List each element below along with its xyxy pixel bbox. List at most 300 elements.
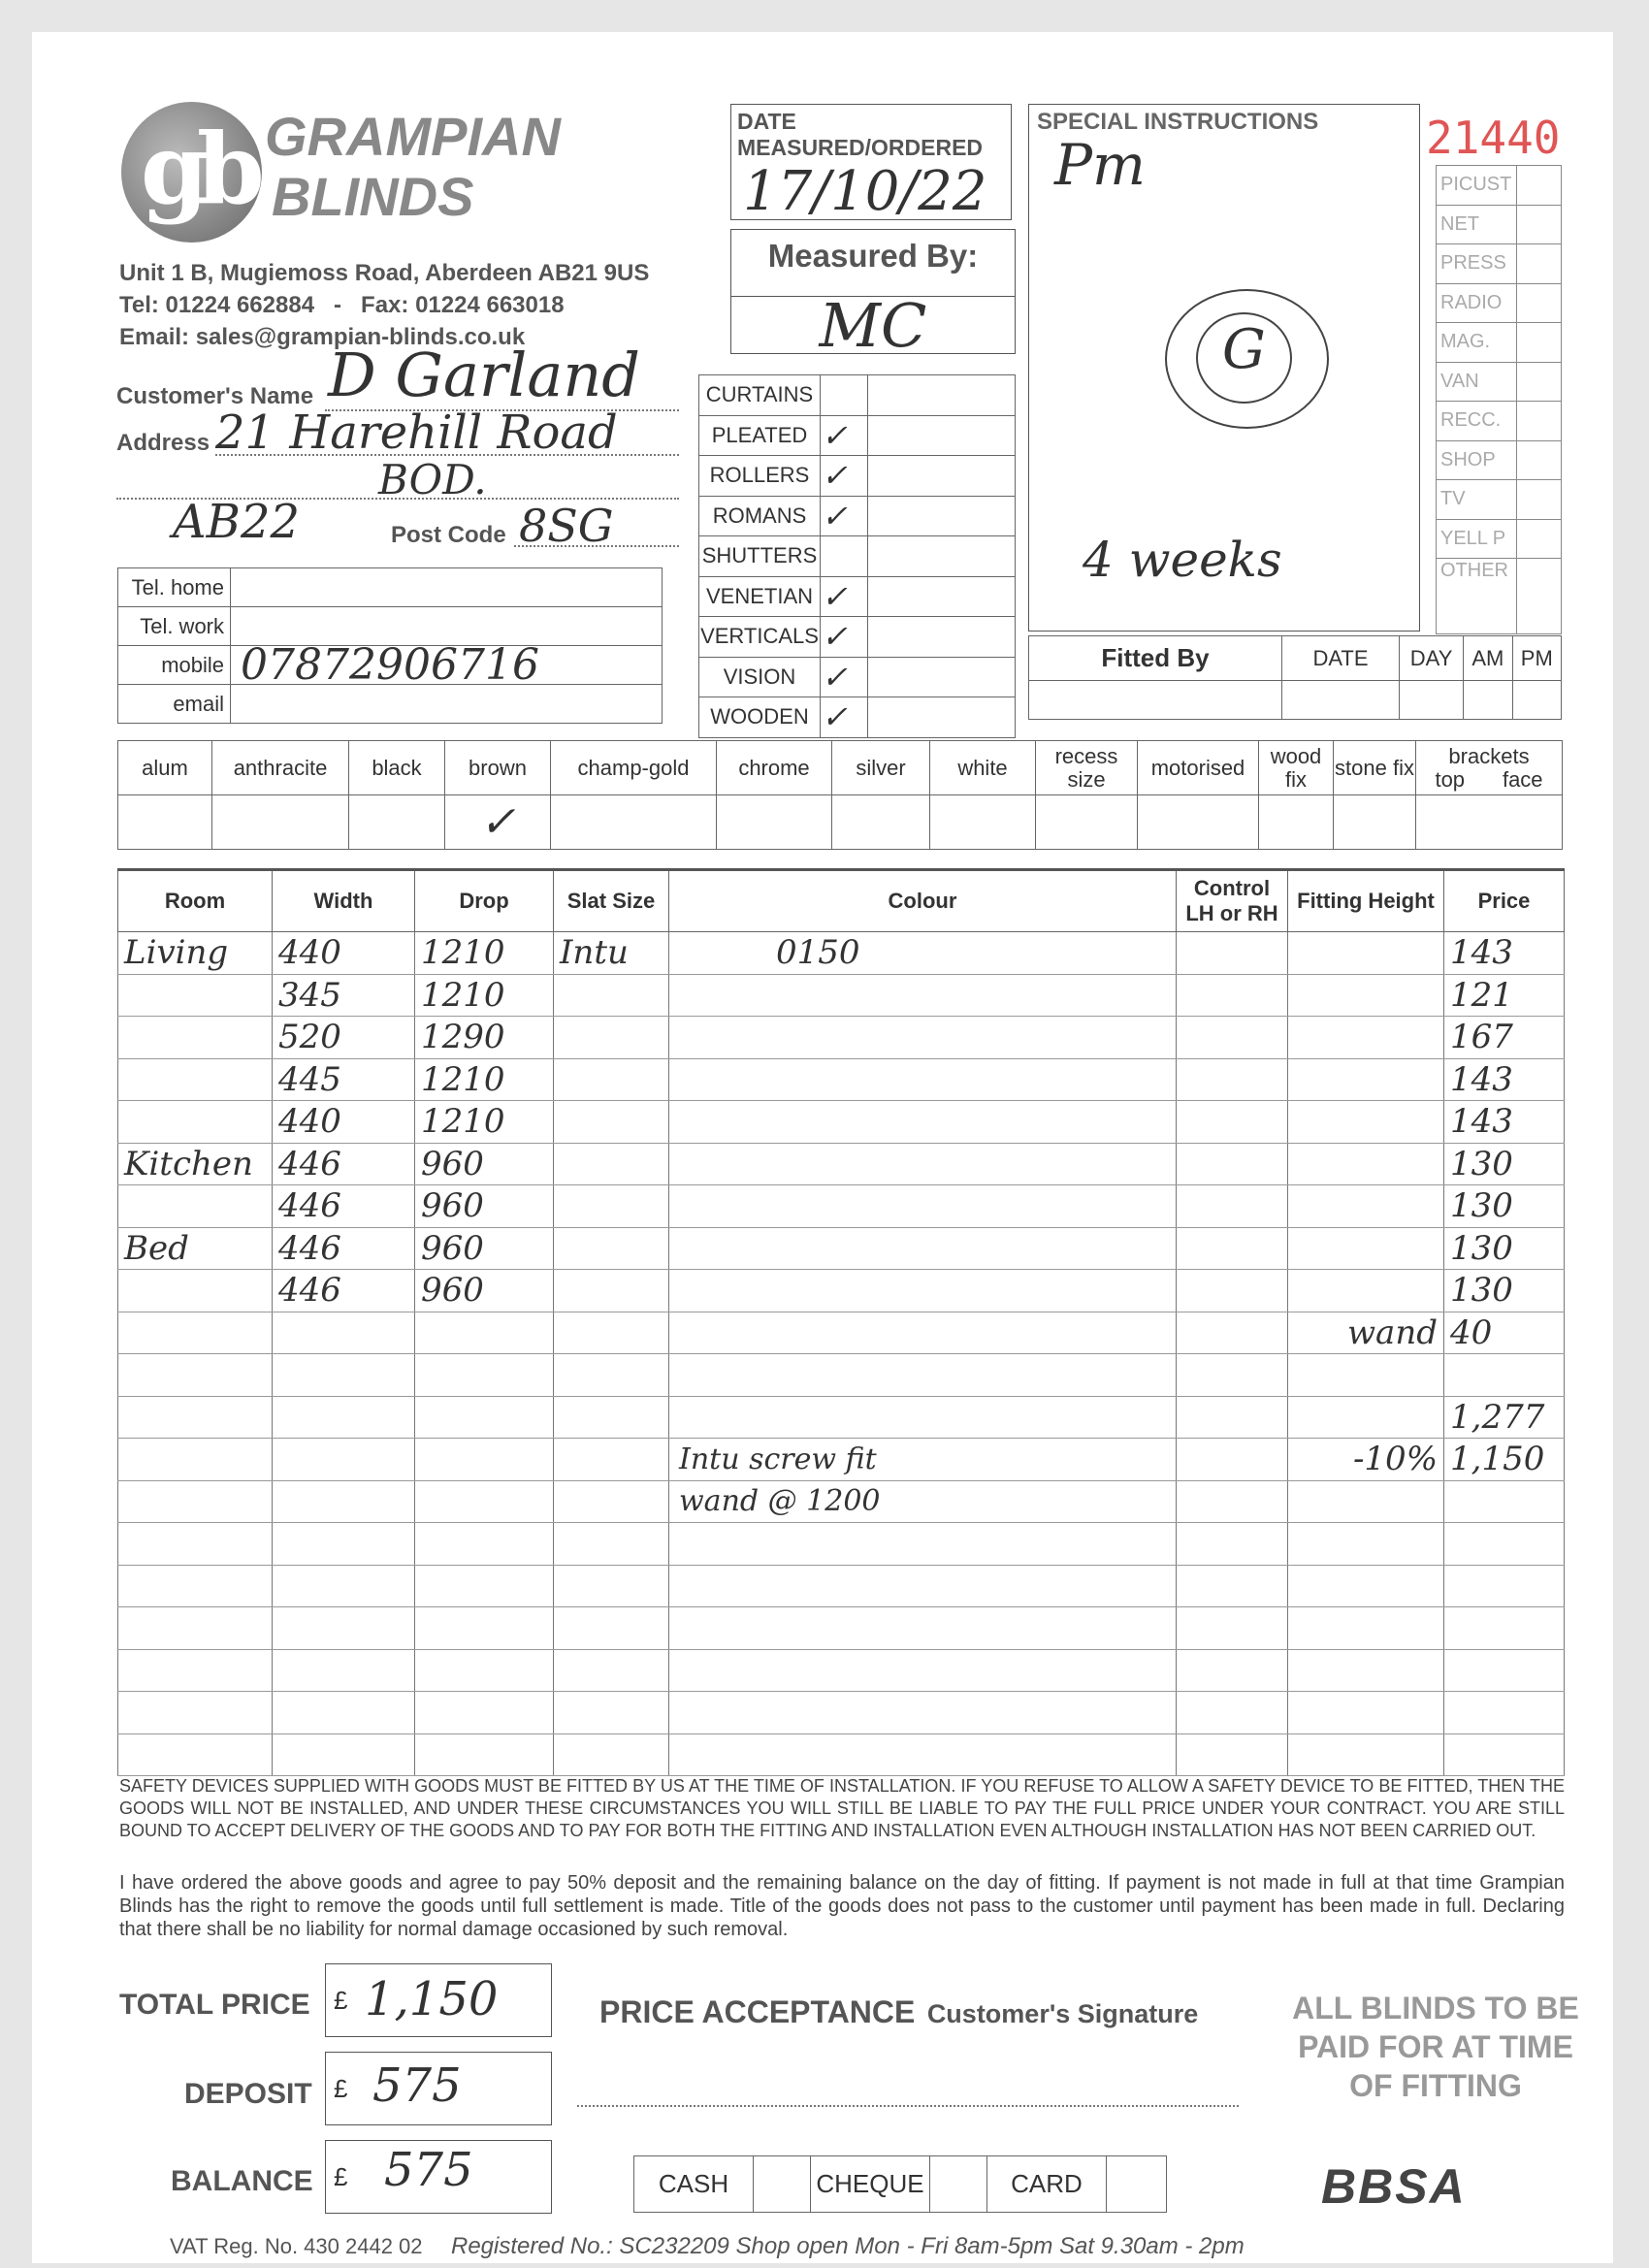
bracket-top[interactable]: top xyxy=(1435,766,1466,792)
cell-price[interactable]: 130 xyxy=(1444,1270,1565,1312)
product-type-table xyxy=(698,374,1016,738)
cell-price[interactable]: 167 xyxy=(1444,1017,1565,1059)
payment-cash[interactable]: CASH xyxy=(634,2156,754,2213)
cell-width[interactable]: 446 xyxy=(273,1143,415,1185)
order-row xyxy=(118,1692,1565,1734)
source-box xyxy=(1517,362,1562,402)
cell-colour[interactable] xyxy=(669,1607,1177,1650)
cell-width[interactable] xyxy=(273,1649,415,1692)
cell-price[interactable] xyxy=(1444,1565,1565,1607)
cell-fitting-height[interactable] xyxy=(1288,974,1444,1017)
company-email: Email: sales@grampian-blinds.co.uk xyxy=(119,324,526,350)
cell-fitting-height[interactable] xyxy=(1288,1058,1444,1101)
cell-width[interactable]: 440 xyxy=(273,932,415,975)
source-item[interactable]: RADIO xyxy=(1437,283,1517,323)
payment-notice: ALL BLINDS TO BE PAID FOR AT TIME OF FITTING xyxy=(1292,1991,1579,2103)
cell-price[interactable]: 130 xyxy=(1444,1227,1565,1270)
cell-room[interactable] xyxy=(118,1354,273,1397)
cell-control[interactable] xyxy=(1177,1649,1288,1692)
cell-drop[interactable]: 960 xyxy=(415,1270,554,1312)
balance-label: BALANCE xyxy=(171,2165,313,2197)
cell-room[interactable] xyxy=(118,1312,273,1354)
cell-room[interactable] xyxy=(118,1439,273,1481)
fitted-by-table xyxy=(1028,635,1562,720)
cell-fitting-height[interactable] xyxy=(1288,1480,1444,1523)
source-item[interactable]: SHOP xyxy=(1437,440,1517,480)
cell-price[interactable]: 143 xyxy=(1444,1058,1565,1101)
cell-control[interactable] xyxy=(1177,1480,1288,1523)
cell-control[interactable] xyxy=(1177,1101,1288,1144)
order-row xyxy=(118,1101,1565,1144)
cell-room[interactable] xyxy=(118,1692,273,1734)
col-room: Room xyxy=(118,870,273,932)
cell-room[interactable] xyxy=(118,1649,273,1692)
cell-room[interactable] xyxy=(118,1101,273,1144)
cell-fitting-height[interactable] xyxy=(1288,1607,1444,1650)
cell-room[interactable] xyxy=(118,1480,273,1523)
cell-drop[interactable] xyxy=(415,1523,554,1566)
order-row xyxy=(118,1480,1565,1523)
cell-slat-size[interactable] xyxy=(554,1143,669,1185)
cell-room[interactable] xyxy=(118,1607,273,1650)
order-row xyxy=(118,1733,1565,1776)
cell-width[interactable] xyxy=(273,1354,415,1397)
cell-slat-size[interactable] xyxy=(554,1565,669,1607)
cell-colour[interactable]: 0150 xyxy=(669,932,1177,975)
finish-option[interactable]: stone fix xyxy=(1334,741,1416,795)
cell-drop[interactable] xyxy=(415,1649,554,1692)
product-type-label: ROLLERS xyxy=(699,456,821,497)
source-item[interactable]: PICUST xyxy=(1437,166,1517,206)
product-type-label: CURTAINS xyxy=(699,375,821,416)
source-item[interactable]: OTHER xyxy=(1437,559,1517,634)
cell-fitting-height[interactable] xyxy=(1288,1101,1444,1144)
cell-control[interactable] xyxy=(1177,1185,1288,1228)
cell-width[interactable]: 446 xyxy=(273,1270,415,1312)
customer-name-value: D Garland xyxy=(328,340,640,410)
product-type-check[interactable]: ✓ xyxy=(821,415,868,456)
payment-cash-box[interactable] xyxy=(754,2156,811,2213)
cell-drop[interactable] xyxy=(415,1733,554,1776)
cell-colour[interactable] xyxy=(669,1649,1177,1692)
finish-option[interactable]: chrome xyxy=(717,741,832,795)
deposit-box[interactable] xyxy=(325,2052,552,2125)
cell-slat-size[interactable] xyxy=(554,1227,669,1270)
cell-room[interactable] xyxy=(118,1270,273,1312)
deposit-value: 575 xyxy=(372,2058,462,2113)
finish-option[interactable]: brown xyxy=(445,741,551,795)
cell-fitting-height[interactable] xyxy=(1288,1227,1444,1270)
source-item[interactable]: MAG. xyxy=(1437,323,1517,363)
cell-room[interactable] xyxy=(118,974,273,1017)
cell-control[interactable] xyxy=(1177,1017,1288,1059)
cell-width[interactable] xyxy=(273,1733,415,1776)
circled-letter xyxy=(1165,289,1329,429)
cell-width[interactable] xyxy=(273,1439,415,1481)
cell-control[interactable] xyxy=(1177,1396,1288,1439)
cell-fitting-height[interactable] xyxy=(1288,1185,1444,1228)
fitted-pm-value[interactable] xyxy=(1512,681,1561,720)
cell-fitting-height[interactable] xyxy=(1288,1649,1444,1692)
product-type-spare xyxy=(868,536,1016,577)
source-item[interactable]: PRESS xyxy=(1437,244,1517,284)
cell-price[interactable]: 1,150 xyxy=(1444,1439,1565,1481)
source-item[interactable]: NET xyxy=(1437,205,1517,244)
cell-drop[interactable] xyxy=(415,1396,554,1439)
cell-colour[interactable] xyxy=(669,1227,1177,1270)
cell-colour[interactable] xyxy=(669,1354,1177,1397)
product-type-check[interactable]: ✓ xyxy=(821,657,868,697)
finish-options-table xyxy=(117,740,1563,850)
cell-colour[interactable] xyxy=(669,1143,1177,1185)
cell-fitting-height[interactable] xyxy=(1288,1354,1444,1397)
cell-drop[interactable]: 1210 xyxy=(415,1101,554,1144)
company-name-line1: GRAMPIAN xyxy=(265,106,561,167)
cell-width[interactable]: 446 xyxy=(273,1185,415,1228)
cell-drop[interactable]: 1290 xyxy=(415,1017,554,1059)
cell-room[interactable] xyxy=(118,1185,273,1228)
cell-slat-size[interactable] xyxy=(554,1017,669,1059)
brown-check[interactable]: ✓ xyxy=(445,795,551,850)
product-type-label: SHUTTERS xyxy=(699,536,821,577)
product-type-spare xyxy=(868,576,1016,617)
finish-value[interactable] xyxy=(118,795,212,850)
cell-slat-size[interactable] xyxy=(554,1733,669,1776)
cell-drop[interactable]: 960 xyxy=(415,1143,554,1185)
source-box xyxy=(1517,166,1562,206)
cell-room[interactable] xyxy=(118,1523,273,1566)
cell-room[interactable]: Kitchen xyxy=(118,1143,273,1185)
order-row xyxy=(118,1396,1565,1439)
cell-colour[interactable] xyxy=(669,974,1177,1017)
cell-slat-size[interactable] xyxy=(554,1692,669,1734)
customer-address-value1: 21 Harehill Road xyxy=(215,405,618,460)
brackets-label: brackets xyxy=(1448,743,1530,768)
cell-price[interactable]: 130 xyxy=(1444,1143,1565,1185)
cell-room[interactable] xyxy=(118,1733,273,1776)
cell-colour[interactable] xyxy=(669,1185,1177,1228)
cell-control[interactable] xyxy=(1177,1227,1288,1270)
finish-option[interactable]: alum xyxy=(118,741,212,795)
cell-price[interactable]: 130 xyxy=(1444,1185,1565,1228)
measured-by-value: MC xyxy=(819,290,927,361)
cell-price[interactable]: 121 xyxy=(1444,974,1565,1017)
cell-price[interactable]: 1,277 xyxy=(1444,1396,1565,1439)
cell-control[interactable] xyxy=(1177,1733,1288,1776)
finish-value[interactable] xyxy=(551,795,717,850)
cell-colour[interactable] xyxy=(669,1017,1177,1059)
payment-card[interactable]: CARD xyxy=(987,2156,1107,2213)
cell-colour[interactable]: Intu screw fit xyxy=(669,1439,1177,1481)
cell-control[interactable] xyxy=(1177,1270,1288,1312)
cell-control[interactable] xyxy=(1177,1692,1288,1734)
source-box xyxy=(1517,205,1562,244)
fitted-date-label: DATE xyxy=(1282,636,1400,681)
special-instructions-box xyxy=(1028,104,1420,632)
payment-card-box[interactable] xyxy=(1107,2156,1167,2213)
order-row xyxy=(118,1607,1565,1650)
finish-value[interactable] xyxy=(930,795,1036,850)
cell-fitting-height[interactable] xyxy=(1288,1017,1444,1059)
cell-width[interactable]: 345 xyxy=(273,974,415,1017)
product-type-check[interactable]: ✓ xyxy=(821,456,868,497)
product-type-check[interactable] xyxy=(821,536,868,577)
cell-control[interactable] xyxy=(1177,1523,1288,1566)
date-label: DATE MEASURED/ORDERED xyxy=(737,109,984,160)
col-width: Width xyxy=(273,870,415,932)
product-type-spare xyxy=(868,375,1016,416)
cell-drop[interactable] xyxy=(415,1439,554,1481)
cell-slat-size[interactable]: Intu xyxy=(554,932,669,975)
cell-drop[interactable]: 960 xyxy=(415,1185,554,1228)
cell-slat-size[interactable] xyxy=(554,1480,669,1523)
cell-fitting-height[interactable] xyxy=(1288,1565,1444,1607)
cell-price[interactable] xyxy=(1444,1480,1565,1523)
finish-value[interactable] xyxy=(1416,795,1563,850)
cell-width[interactable] xyxy=(273,1607,415,1650)
measured-by-box xyxy=(730,229,1016,361)
product-type-label: VISION xyxy=(699,657,821,697)
product-type-label: VENETIAN xyxy=(699,576,821,617)
cell-fitting-height[interactable] xyxy=(1288,1733,1444,1776)
col-price: Price xyxy=(1444,870,1565,932)
cell-control[interactable] xyxy=(1177,1058,1288,1101)
cell-slat-size[interactable] xyxy=(554,1058,669,1101)
cell-drop[interactable]: 1210 xyxy=(415,1058,554,1101)
cell-colour[interactable] xyxy=(669,1692,1177,1734)
source-box xyxy=(1517,480,1562,520)
cell-fitting-height[interactable] xyxy=(1288,1143,1444,1185)
cell-width[interactable] xyxy=(273,1312,415,1354)
cell-width[interactable]: 520 xyxy=(273,1017,415,1059)
cell-room[interactable]: Bed xyxy=(118,1227,273,1270)
fitted-pm-label: PM xyxy=(1512,636,1561,681)
source-item[interactable]: YELL P xyxy=(1437,519,1517,559)
cell-control[interactable] xyxy=(1177,932,1288,975)
source-item[interactable]: TV xyxy=(1437,480,1517,520)
source-item[interactable]: RECC. xyxy=(1437,402,1517,441)
balance-box[interactable] xyxy=(325,2140,552,2214)
payment-cheque[interactable]: CHEQUE xyxy=(811,2156,930,2213)
cell-room[interactable] xyxy=(118,1396,273,1439)
finish-option[interactable]: champ-gold xyxy=(551,741,717,795)
product-type-check[interactable]: ✓ xyxy=(821,576,868,617)
order-row xyxy=(118,1185,1565,1228)
currency-symbol: £ xyxy=(334,2162,348,2191)
fitted-am-value[interactable] xyxy=(1464,681,1512,720)
finish-option[interactable]: motorised xyxy=(1138,741,1259,795)
bracket-face[interactable]: face xyxy=(1502,766,1543,792)
cell-colour[interactable] xyxy=(669,1312,1177,1354)
cell-width[interactable] xyxy=(273,1480,415,1523)
cell-control[interactable] xyxy=(1177,1312,1288,1354)
col-slat-size: Slat Size xyxy=(554,870,669,932)
source-box xyxy=(1517,559,1562,634)
cell-width[interactable] xyxy=(273,1523,415,1566)
cell-fitting-height[interactable]: -10% xyxy=(1288,1439,1444,1481)
total-price-box[interactable] xyxy=(325,1963,552,2037)
finish-value[interactable] xyxy=(832,795,930,850)
cell-slat-size[interactable] xyxy=(554,1439,669,1481)
source-box xyxy=(1517,323,1562,363)
finish-value[interactable] xyxy=(349,795,445,850)
order-row xyxy=(118,1017,1565,1059)
order-row xyxy=(118,1354,1565,1397)
cell-drop[interactable] xyxy=(415,1354,554,1397)
cell-colour[interactable] xyxy=(669,1565,1177,1607)
cell-drop[interactable]: 1210 xyxy=(415,974,554,1017)
cell-control[interactable] xyxy=(1177,1354,1288,1397)
cell-slat-size[interactable] xyxy=(554,1607,669,1650)
mobile-value[interactable]: 07872906716 xyxy=(231,646,663,685)
total-price-label: TOTAL PRICE xyxy=(119,1989,310,2021)
cell-colour[interactable]: wand @ 1200 xyxy=(669,1480,1177,1523)
product-type-check[interactable]: ✓ xyxy=(821,617,868,658)
finish-option[interactable]: anthracite xyxy=(212,741,349,795)
cell-room[interactable]: Living xyxy=(118,932,273,975)
cell-price[interactable]: 40 xyxy=(1444,1312,1565,1354)
order-number: 21440 xyxy=(1426,112,1561,164)
cell-drop[interactable] xyxy=(415,1607,554,1650)
payment-method-table xyxy=(633,2155,1167,2213)
cell-control[interactable] xyxy=(1177,1143,1288,1185)
customer-address-value2: BOD. xyxy=(378,456,487,503)
cell-price[interactable] xyxy=(1444,1733,1565,1776)
cell-control[interactable] xyxy=(1177,1439,1288,1481)
cell-control[interactable] xyxy=(1177,974,1288,1017)
agreement-terms: I have ordered the above goods and agree to pay 50% deposit and the remaining balance on the day of fitting. If payment is not made in full at that time Grampian Blinds has the right to remove the goods until full settlement is made. Title of the goods does not pass to the customer until payment has been made in full. Declaring that there shall be no liability for normal damage occasioned by such removal. xyxy=(119,1872,1565,1940)
finish-value[interactable] xyxy=(212,795,349,850)
product-type-check[interactable]: ✓ xyxy=(821,697,868,738)
postcode-value: 8SG xyxy=(519,500,614,552)
cell-width[interactable]: 445 xyxy=(273,1058,415,1101)
cell-drop[interactable] xyxy=(415,1565,554,1607)
cell-slat-size[interactable] xyxy=(554,1312,669,1354)
cell-colour[interactable] xyxy=(669,1396,1177,1439)
contact-label: Tel. work xyxy=(118,607,231,646)
cell-drop[interactable]: 1210 xyxy=(415,932,554,975)
cell-slat-size[interactable] xyxy=(554,974,669,1017)
cell-fitting-height[interactable] xyxy=(1288,1270,1444,1312)
signature-label: Customer's Signature xyxy=(926,1999,1199,2028)
cell-width[interactable] xyxy=(273,1692,415,1734)
fitted-date-value[interactable] xyxy=(1282,681,1400,720)
source-item[interactable]: VAN xyxy=(1437,362,1517,402)
cell-slat-size[interactable] xyxy=(554,1101,669,1144)
cell-room[interactable] xyxy=(118,1565,273,1607)
col-control: Control LH or RH xyxy=(1177,870,1288,932)
cell-price[interactable] xyxy=(1444,1523,1565,1566)
cell-room[interactable] xyxy=(118,1017,273,1059)
finish-option[interactable]: black xyxy=(349,741,445,795)
fitted-by-value[interactable] xyxy=(1029,681,1282,720)
finish-value[interactable] xyxy=(1334,795,1416,850)
source-box xyxy=(1517,244,1562,284)
cell-fitting-height[interactable]: wand xyxy=(1288,1312,1444,1354)
cell-width[interactable]: 440 xyxy=(273,1101,415,1144)
cell-price[interactable]: 143 xyxy=(1444,932,1565,975)
product-type-check[interactable]: ✓ xyxy=(821,496,868,536)
finish-value[interactable] xyxy=(1036,795,1138,850)
cell-price[interactable] xyxy=(1444,1354,1565,1397)
contact-label: Tel. home xyxy=(118,568,231,607)
order-row xyxy=(118,1439,1565,1481)
cell-fitting-height[interactable] xyxy=(1288,1396,1444,1439)
cell-slat-size[interactable] xyxy=(554,1185,669,1228)
cell-room[interactable] xyxy=(118,1058,273,1101)
cell-colour[interactable] xyxy=(669,1270,1177,1312)
cell-price[interactable] xyxy=(1444,1607,1565,1650)
finish-value[interactable] xyxy=(1138,795,1259,850)
cell-drop[interactable] xyxy=(415,1480,554,1523)
product-type-spare xyxy=(868,617,1016,658)
finish-option[interactable]: silver xyxy=(832,741,930,795)
product-type-check[interactable] xyxy=(821,375,868,416)
source-box xyxy=(1517,402,1562,441)
signature-line[interactable] xyxy=(577,2105,1239,2107)
measured-by-label: Measured By: xyxy=(731,230,1015,297)
cell-control[interactable] xyxy=(1177,1607,1288,1650)
fitted-day-value[interactable] xyxy=(1400,681,1464,720)
cell-width[interactable] xyxy=(273,1565,415,1607)
cell-width[interactable]: 446 xyxy=(273,1227,415,1270)
cell-colour[interactable] xyxy=(669,1058,1177,1101)
cell-slat-size[interactable] xyxy=(554,1396,669,1439)
finish-option[interactable]: wood fix xyxy=(1259,741,1334,795)
currency-symbol: £ xyxy=(334,1986,348,2015)
cell-colour[interactable] xyxy=(669,1101,1177,1144)
cell-colour[interactable] xyxy=(669,1733,1177,1776)
order-row xyxy=(118,1270,1565,1312)
cell-drop[interactable] xyxy=(415,1692,554,1734)
finish-value[interactable] xyxy=(1259,795,1334,850)
cell-price[interactable] xyxy=(1444,1692,1565,1734)
finish-value[interactable] xyxy=(717,795,832,850)
finish-option[interactable]: white xyxy=(930,741,1036,795)
brackets-sub xyxy=(1416,768,1562,792)
cell-drop[interactable] xyxy=(415,1312,554,1354)
product-type-label: VERTICALS xyxy=(699,617,821,658)
cell-width[interactable] xyxy=(273,1396,415,1439)
special-note-pm: Pm xyxy=(1054,132,1147,198)
contact-value[interactable] xyxy=(231,568,663,607)
date-box xyxy=(730,104,1012,223)
currency-symbol: £ xyxy=(334,2074,348,2103)
cell-control[interactable] xyxy=(1177,1565,1288,1607)
price-acceptance xyxy=(599,1994,1198,2030)
company-logo xyxy=(121,102,262,243)
cell-slat-size[interactable] xyxy=(554,1649,669,1692)
cell-colour[interactable] xyxy=(669,1523,1177,1566)
cell-price[interactable] xyxy=(1444,1649,1565,1692)
product-type-spare xyxy=(868,697,1016,738)
cell-slat-size[interactable] xyxy=(554,1270,669,1312)
brackets-header xyxy=(1416,741,1563,795)
circled-letter-text: G xyxy=(1222,318,1266,381)
contact-value[interactable] xyxy=(231,685,663,724)
cell-fitting-height[interactable] xyxy=(1288,1692,1444,1734)
cell-slat-size[interactable] xyxy=(554,1354,669,1397)
cell-price[interactable]: 143 xyxy=(1444,1101,1565,1144)
cell-fitting-height[interactable] xyxy=(1288,1523,1444,1566)
finish-option[interactable]: recess size xyxy=(1036,741,1138,795)
price-acceptance-label: PRICE ACCEPTANCE xyxy=(599,1994,916,2029)
payment-cheque-box[interactable] xyxy=(930,2156,987,2213)
cell-slat-size[interactable] xyxy=(554,1523,669,1566)
contact-table xyxy=(117,567,663,724)
cell-fitting-height[interactable] xyxy=(1288,932,1444,975)
cell-drop[interactable]: 960 xyxy=(415,1227,554,1270)
